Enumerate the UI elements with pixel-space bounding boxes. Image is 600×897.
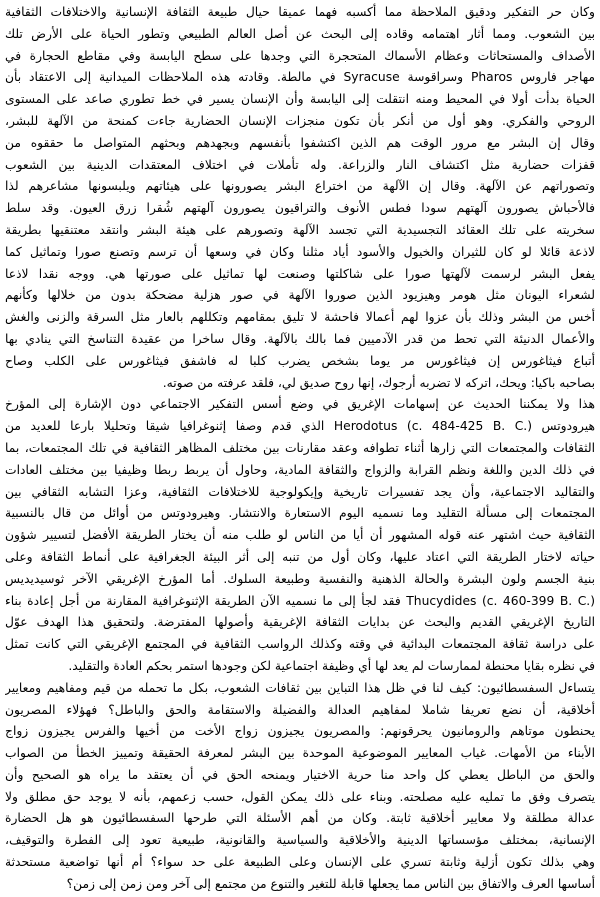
- text-line: أتباع فيثاغورس إن فيثاغورس مر يوما بشخص يضرب كلبا له فاشفق فيثاغورس على الكلب وصاح: [5, 353, 595, 368]
- text-line: لاذعة قائلا لو كان للثيران والخيول والأسود أياد مثلنا وكان في وسعها أن ترسم وتصنع صورا وتماثيل كما: [5, 244, 595, 259]
- text-line: لشعراء اليونان مثل هومر وهيزيود الذين صوروا الآلهة في صور هزلية مضحكة بدون من خلالها وكأنهم: [5, 288, 595, 303]
- text-line: التاريخ الإغريقي القديم والبحث عن بدايات الثقافة الإغريقية وأصولها المفترضة. ولتحقيق هذا الهدف عوّل: [5, 615, 595, 630]
- text-line: بنية الجسم ولون البشرة والحالة الذهنية والنفسية وطبيعة السلوك. أما المؤرخ الإغريقي الآخر ثوسيديديس: [5, 571, 595, 586]
- text-line: في نظره بقايا محنطة لممارسات لم يعد لها أي وظيفة اجتماعية لكن وجودها استمر بحكم العادة والتقليد.: [68, 658, 595, 673]
- text-line: الثقافات والمجتمعات التي زارها أثناء تطوافه وعقد مقارنات بين مختلف المظاهر الثقافية في تلك المجتمعات، بما: [5, 440, 595, 455]
- text-line: حياته لاختار الطريقة التي اعتاد عليها، وكان أول من تنبه إلى أثر البيئة الجغرافية على أنماط الثقافة وعلى: [5, 549, 595, 564]
- text-line: بين الشعوب. ومما أثار اهتمامه وقاده إلى البحث عن أصل العالم الطبيعي وتطور الحياة على الأرض تلك: [5, 26, 595, 41]
- text-line: هذا ولا يمكننا الحديث عن إسهامات الإغريق في وضع أسس التفكير الاجتماعي دون الإشارة إلى المؤرخ: [5, 397, 595, 412]
- text-line: أخلاقية، أن نضع تعريفا شاملا لمفاهيم العدالة والفضيلة والاستقامة والحق والباطل؟ فهؤلاء المصريون: [5, 702, 595, 717]
- text-line: مهاجر فاروس Pharos وسراقوسة Syracuse في مالطة. وقادته هذه الملاحظات الميدانية إلى الاعتقاد بأن: [5, 70, 595, 85]
- text-line: يحنطون موتاهم والرومانيون يحرقونهم: والمصريون يجيزون زواج الأخت من أخيها والفرس يجيزون زواج: [5, 724, 595, 739]
- text-line: يتصرف وفق ما تمليه عليه مصلحته. وبناء على ذلك يمكن القول، حسب زعمهم، بأنه لا يوجد حق مطلق ولا: [5, 789, 595, 804]
- text-line: يتساءل السفسطائيون: كيف لنا في ظل هذا التباين بين ثقافات الشعوب، بكل ما تحمله من قيم ومفاهيم ومعايير: [5, 680, 595, 695]
- text-line: الإنسانية، بمختلف مؤسساتها الدينية والأخلاقية والسياسية والقانونية، طبيعية تعود إلى الفطرة والتوقيف،: [5, 833, 595, 848]
- text-line: المجتمعات إلى مسألة التقليد وما نسميه اليوم الاستعارة والانتشار. وهيرودوتس من أوائل من قال بالنسبية: [5, 506, 595, 521]
- text-line: في ذلك الدين واللغة ونظم القرابة والزواج والثقافة المادية، وحاول أن يربط ربطا وظيفيا بين مختلف العادات: [5, 462, 595, 477]
- text-line: الثقافية حيث اشتهر عنه قوله المشهور أن أيا من الناس لو طلب منه أن يختار الطريقة الأفضل لتسيير شؤون: [5, 528, 595, 543]
- text-line: وكان حر التفكير ودقيق الملاحظة مما أكسبه فهما عميقا حيال طبيعة الثقافة الإنسانية والاختلافات الثقافية: [5, 5, 595, 19]
- text-line: فالأحباش يصورون آلهتهم سودا فطس الأنوف والتراقيون يصورون آلهتهم شُقرا زرق العيون. وقد سلط: [5, 201, 595, 216]
- text-line: هيرودوتس Herodotus (c. 484-425 B. C.) الذي قدم وصفا إثنوغرافيا شيقا وتحليلا بارعا للعديد من: [5, 419, 595, 434]
- text-line: والحق من الباطل يعطي كل واحد منا حرية الاختيار ويمنحه الحق في أن يعتقد ما يراه هو الصحيح وأن: [5, 767, 595, 782]
- text-line: والتقاليد الاجتماعية، وأن يجد تفسيرات تاريخية وإيكولوجية للاختلافات الثقافية، وعزا التشابه الثقافي بين: [5, 484, 595, 499]
- text-line: Thucydides (c. 460-399 B. C.) فقد لجأ إلى ما نسميه الآن الطريقة الإثنوغرافية المقارنة من أجل إعادة بناء: [5, 593, 595, 608]
- text-line: الأبناء من الأمهات. غياب المعايير الموضوعية الموحدة بين البشر لمعرفة الحقيقة وتمييز الخطأ من الصواب: [5, 746, 595, 761]
- text-line: أخس من البشر وذلك بأن عزوا لهم أعمالا فاحشة لا تليق بمقامهم وتكللهم بالعار مثل السرقة والزنى والغش: [5, 310, 595, 325]
- text-line: الحياة بدأت أولا في المحيط ومنه انتقلت إلى اليابسة وأن الإنسان يسير في خط تطوري صاعد على المستوى: [5, 92, 595, 107]
- document-page: [5, 2, 595, 894]
- text-line: سخريته على تلك العقائد التجسيدية التي تجسد الآلهة وتصورهم على هيئة البشر وانتقد معتنقيها بطريقة: [5, 222, 595, 237]
- text-line: يفعل البشر لرسمت لآلهتها صورا على شاكلتها وصنعت لها تماثيل على صورتها هي. ووجه نقدا لاذعا: [5, 266, 595, 281]
- text-line: أساسها العرف والاتفاق بين الناس مما يجعلها قابلة للتغير والتنوع من مجتمع إلى آخر ومن زمن إلى زمن؟: [66, 876, 595, 891]
- text-line: الأصداف والمستحاثات وعظام الأسماك المتحجرة التي وجدها على سطح اليابسة وفي مقاطع الحجارة في: [5, 48, 595, 63]
- text-line: وهي بذلك تكون أزلية وثابتة تسري على الإنسان وعلى الطبيعة على حد سواء؟ أم أنها تواضعية مستحدثة: [5, 855, 595, 870]
- text-line: والأعمال الدنيئة التي تحط من قدر الآدميين فما بالك بالآلهة. وقال ساخرا من عقيدة التناسخ التي ينادي بها: [5, 331, 595, 346]
- text-line: وتصوراتهم عن الآلهة. وقال إن الآلهة من اختراع البشر يصورونها على هيئاتهم ويلبسونها مشاعرهم لذا: [5, 179, 595, 194]
- text-line: الروحي والفكري. وهو أول من أنكر بأن تكون منجزات الإنسان الحضارية جاءت كمنحة من الآلهة للبشر،: [5, 113, 595, 128]
- text-line: قفزات حضارية مثل اكتشاف النار والزراعة. وله تأملات في اختلاف المعتقدات الدينية بين الشعوب: [5, 157, 595, 172]
- text-line: على دراسة ثقافة المجتمعات البدائية في وقته وكذلك الرواسب الثقافية في المجتمع الإغريقي التي كانت تمثل: [5, 637, 595, 652]
- text-line: بصاحبه باكيا: ويحك، اتركه لا تضربه أرجوك، إنها روح صديق لي، فلقد عرفته من صوته.: [162, 375, 595, 390]
- text-line: عدالة مطلقة ولا معايير أخلاقية ثابتة. وكان من أهم الأسئلة التي طرحها السفسطائيون هو هل الحضارة: [5, 811, 595, 826]
- text-line: وقال إن البشر مع مرور الوقت هم الذين اكتشفوا بأنفسهم وبجهدهم وبحثهم المتواصل ما حققوه من: [5, 135, 595, 150]
